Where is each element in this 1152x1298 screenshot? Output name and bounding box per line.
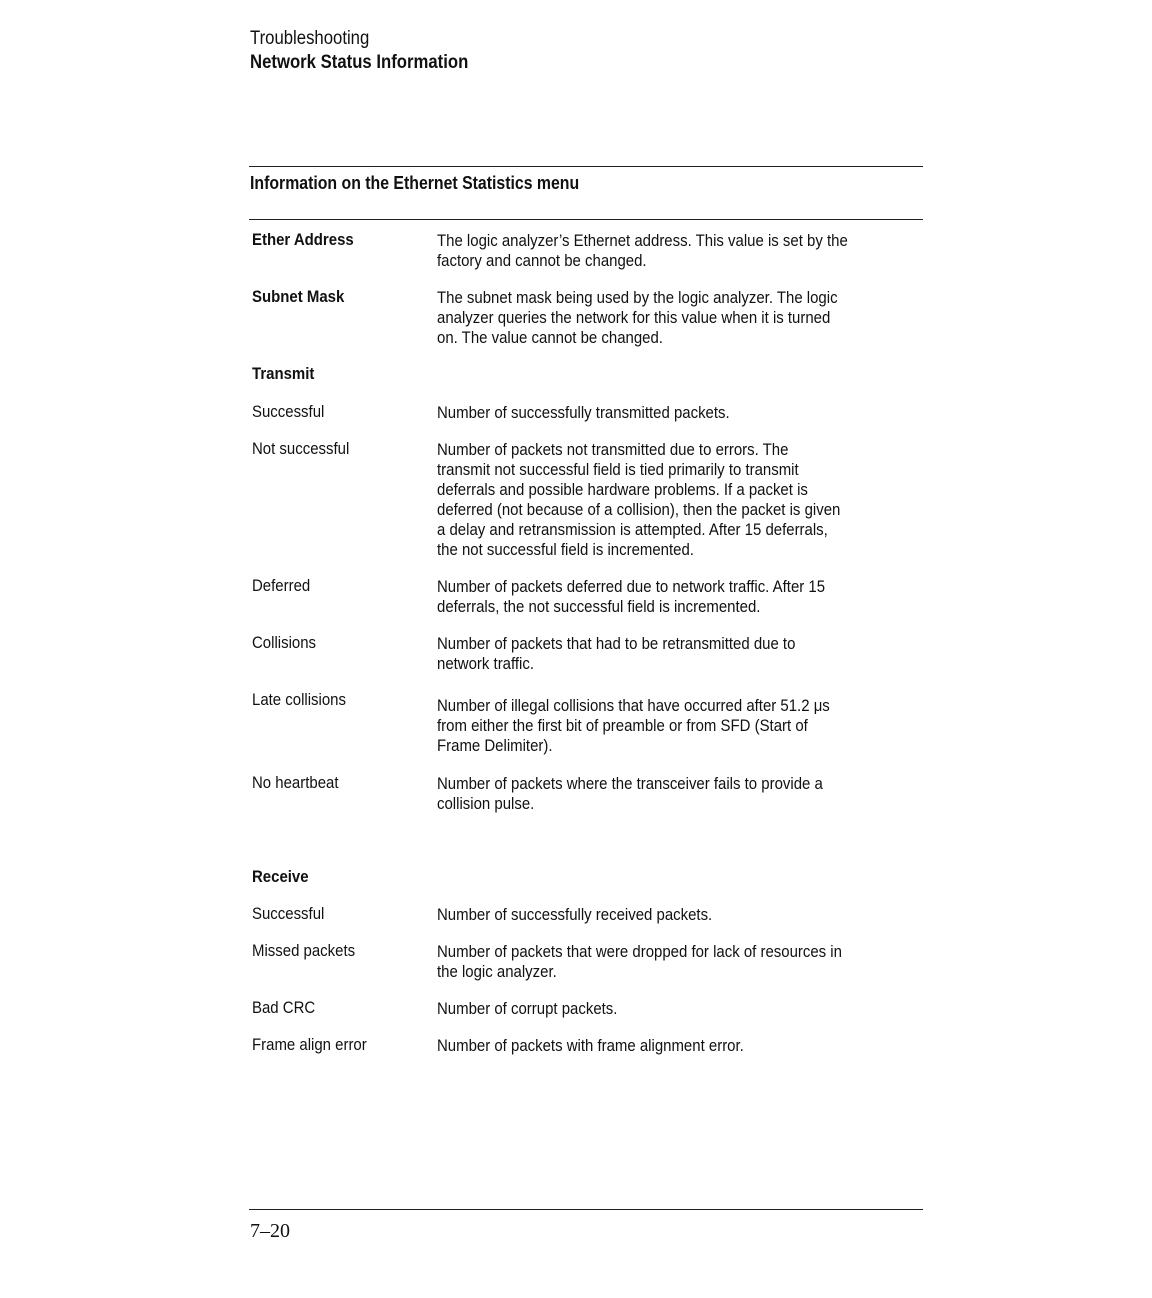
term-deferred: Deferred bbox=[252, 576, 311, 595]
desc-subnet-mask: The subnet mask being used by the logic analyzer. The logic analyzer queries the network for this value when it is turned on. The value cannot be changed. bbox=[437, 288, 838, 347]
table-title: Information on the Ethernet Statistics menu bbox=[250, 173, 580, 193]
desc-receive-successful: Number of successfully received packets. bbox=[437, 905, 713, 924]
desc-ether-address: The logic analyzer’s Ethernet address. This value is set by the factory and cannot be changed. bbox=[437, 231, 848, 270]
term-subnet-mask: Subnet Mask bbox=[252, 287, 345, 306]
term-bad-crc: Bad CRC bbox=[252, 998, 316, 1017]
page-number: 7–20 bbox=[250, 1220, 290, 1242]
term-frame-align-error: Frame align error bbox=[252, 1035, 367, 1054]
running-head bbox=[250, 27, 498, 75]
desc-missed-packets: Number of packets that were dropped for lack of resources in the logic analyzer. bbox=[437, 942, 842, 981]
term-not-successful: Not successful bbox=[252, 439, 350, 458]
term-ether-address: Ether Address bbox=[252, 230, 354, 249]
desc-collisions: Number of packets that had to be retransmitted due to network traffic. bbox=[437, 634, 796, 673]
desc-not-successful: Number of packets not transmitted due to errors. The transmit not successful field is tied primarily to transmit deferrals and possible hardware problems. If a packet is deferred (not because of a collision), then the packet is given a delay and retransmission is attempted. After 15 deferrals, the not successful field is incremented. bbox=[437, 440, 841, 559]
desc-transmit-successful: Number of successfully transmitted packets. bbox=[437, 403, 730, 422]
table-header-rule bbox=[249, 219, 923, 220]
group-heading-transmit: Transmit bbox=[252, 364, 315, 383]
desc-bad-crc: Number of corrupt packets. bbox=[437, 999, 618, 1018]
desc-deferred: Number of packets deferred due to network traffic. After 15 deferrals, the not successful field is incremented. bbox=[437, 577, 826, 616]
desc-frame-align-error: Number of packets with frame alignment error. bbox=[437, 1036, 744, 1055]
term-missed-packets: Missed packets bbox=[252, 941, 356, 960]
desc-no-heartbeat: Number of packets where the transceiver fails to provide a collision pulse. bbox=[437, 774, 823, 813]
desc-late-collisions: Number of illegal collisions that have occurred after 51.2 μs from either the first bit of preamble or from SFD (Start of Frame Delimiter). bbox=[437, 696, 830, 755]
term-no-heartbeat: No heartbeat bbox=[252, 773, 339, 792]
section-title: Network Status Information bbox=[250, 52, 469, 73]
table-top-rule bbox=[249, 166, 923, 167]
term-late-collisions: Late collisions bbox=[252, 690, 346, 709]
term-transmit-successful: Successful bbox=[252, 402, 325, 421]
group-heading-receive: Receive bbox=[252, 867, 309, 886]
term-receive-successful: Successful bbox=[252, 904, 325, 923]
chapter-title: Troubleshooting bbox=[250, 28, 370, 49]
footer-rule bbox=[249, 1209, 923, 1210]
term-collisions: Collisions bbox=[252, 633, 317, 652]
